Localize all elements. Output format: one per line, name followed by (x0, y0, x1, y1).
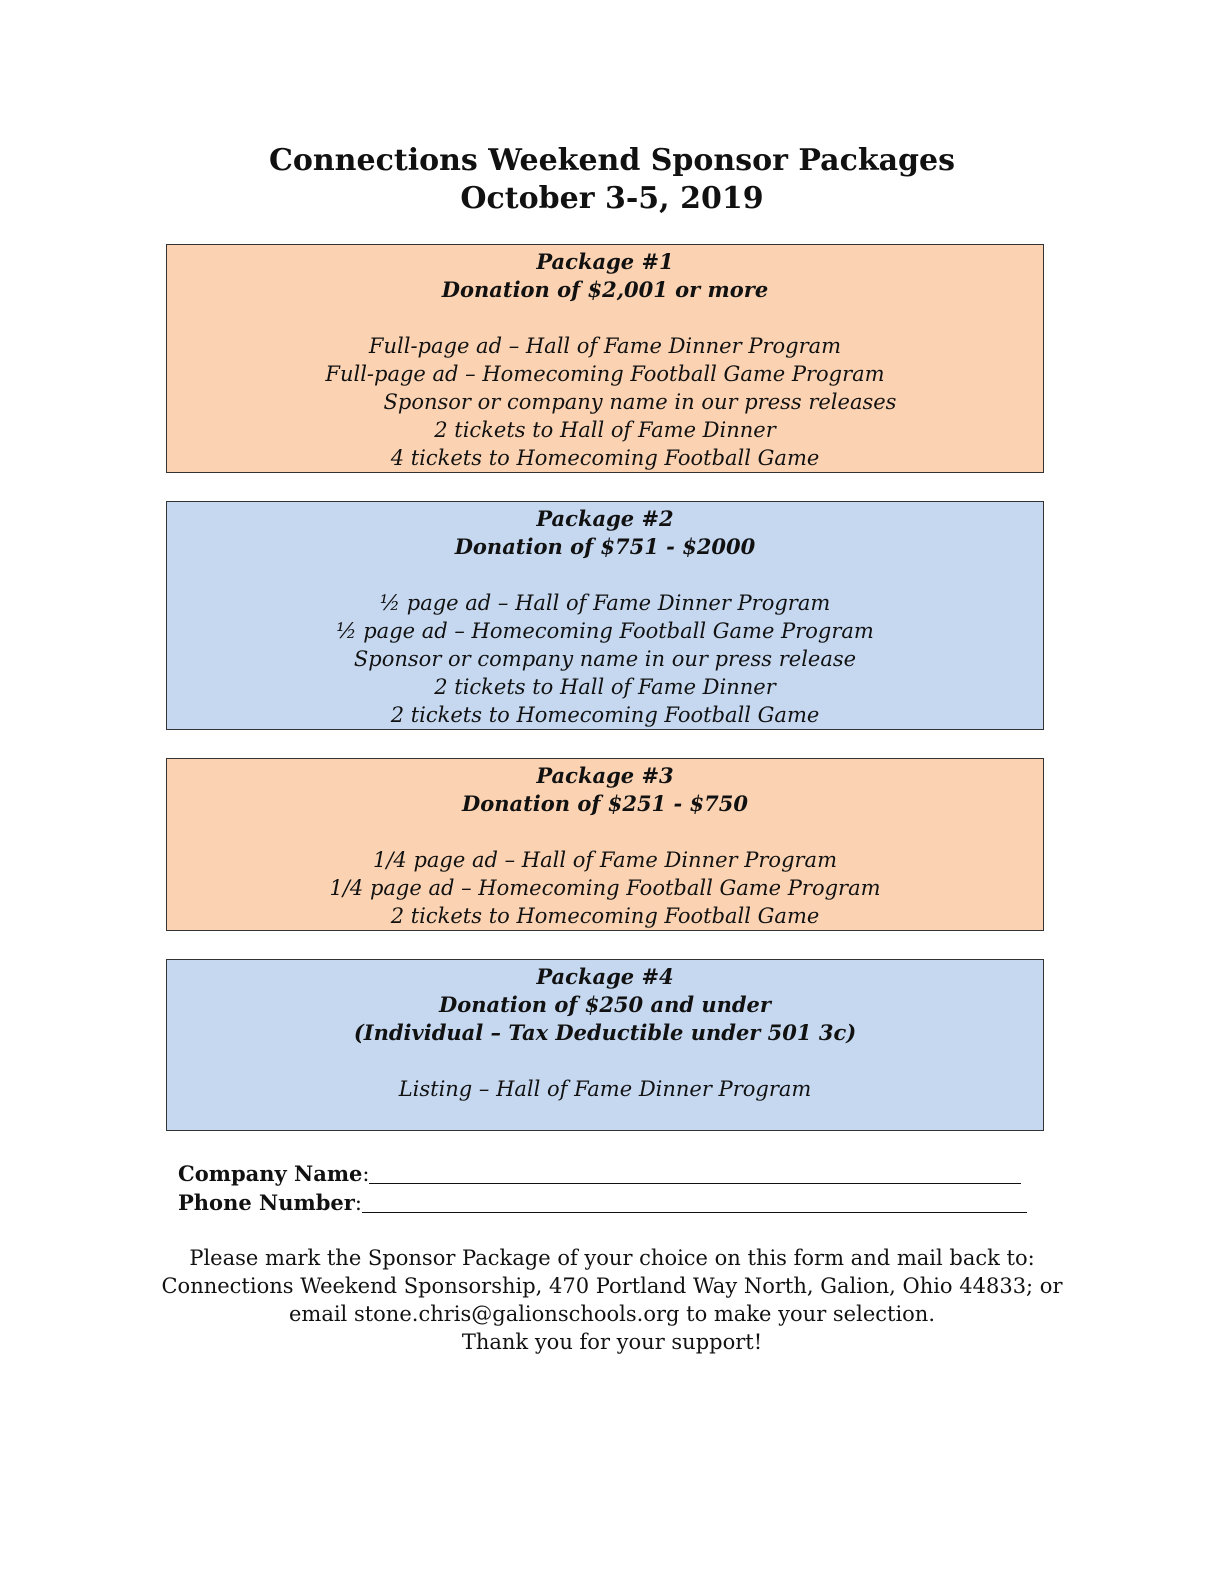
package-4-box (166, 959, 1044, 1131)
instructions-line: Please mark the Sponsor Package of your choice on this form and mail back to: (189, 1246, 1035, 1270)
package-1-benefit: 2 tickets to Hall of Fame Dinner (434, 418, 776, 442)
instructions-line: email stone.chris@galionschools.org to make your selection. (288, 1302, 936, 1326)
package-1-donation: Donation of $2,001 or more (441, 277, 769, 302)
package-3-benefit: 1/4 page ad – Homecoming Football Game Program (329, 876, 881, 900)
package-4-name: Package #4 (536, 964, 674, 989)
package-4-note: (Individual – Tax Deductible under 501 3c) (353, 1020, 857, 1045)
phone-number-line[interactable] (362, 1190, 1027, 1213)
package-3-donation: Donation of $251 - $750 (462, 791, 748, 816)
package-2-benefit: ½ page ad – Hall of Fame Dinner Program (379, 591, 831, 615)
package-2-benefit: ½ page ad – Homecoming Football Game Program (336, 619, 874, 643)
phone-number-colon: : (354, 1191, 362, 1215)
package-4-donation: Donation of $250 and under (439, 992, 771, 1017)
package-2-donation: Donation of $751 - $2000 (454, 534, 756, 559)
package-1-benefit: Sponsor or company name in our press releases (383, 390, 897, 414)
page-title: Connections Weekend Sponsor Packages (268, 143, 956, 178)
instructions (0, 1244, 1224, 1356)
company-name-field[interactable] (178, 1160, 1021, 1188)
package-3-name: Package #3 (536, 763, 674, 788)
company-name-colon: : (362, 1162, 370, 1186)
package-1-benefit: Full-page ad – Hall of Fame Dinner Program (368, 334, 842, 358)
package-4-spacer (167, 1047, 1043, 1075)
package-3-benefit: 1/4 page ad – Hall of Fame Dinner Program (373, 848, 837, 872)
package-1-spacer (167, 304, 1043, 332)
package-3-benefit: 2 tickets to Homecoming Football Game (390, 904, 820, 928)
thank-you-line: Thank you for your support! (461, 1330, 763, 1354)
phone-number-label: Phone Number (178, 1190, 355, 1215)
package-1-name: Package #1 (536, 249, 674, 274)
company-name-label: Company Name (178, 1161, 363, 1186)
package-2-spacer (167, 561, 1043, 589)
package-2-name: Package #2 (536, 506, 674, 531)
package-2-benefit: 2 tickets to Homecoming Football Game (390, 703, 820, 727)
package-1-benefit: Full-page ad – Homecoming Football Game Program (325, 362, 885, 386)
instructions-line: Connections Weekend Sponsorship, 470 Portland Way North, Galion, Ohio 44833; or (161, 1274, 1063, 1298)
package-1-box (166, 244, 1044, 473)
phone-number-field[interactable] (178, 1189, 1027, 1217)
package-2-box (166, 501, 1044, 730)
event-date: October 3-5, 2019 (460, 181, 764, 216)
package-1-benefit: 4 tickets to Homecoming Football Game (390, 446, 820, 470)
package-3-box (166, 758, 1044, 931)
package-4-benefit: Listing – Hall of Fame Dinner Program (398, 1077, 812, 1101)
package-3-spacer (167, 818, 1043, 846)
package-2-benefit: Sponsor or company name in our press release (353, 647, 857, 671)
package-2-benefit: 2 tickets to Hall of Fame Dinner (434, 675, 776, 699)
company-name-line[interactable] (369, 1161, 1021, 1184)
